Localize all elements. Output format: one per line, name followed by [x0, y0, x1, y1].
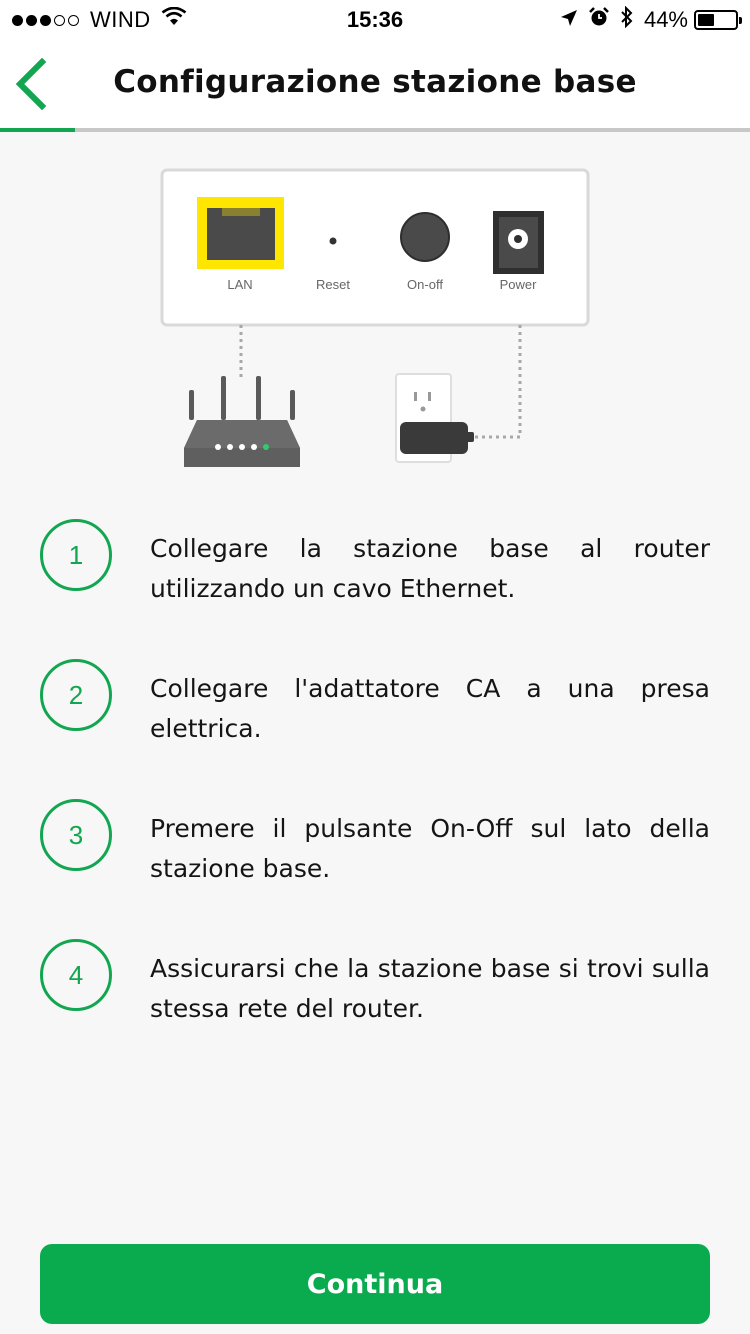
navigation-bar: [0, 40, 750, 128]
step-item: [0, 515, 750, 615]
lan-port-icon: [197, 197, 284, 269]
continue-button[interactable]: Continua: [40, 1244, 710, 1324]
battery-icon: [694, 10, 738, 30]
page-title: Configurazione stazione base: [113, 64, 637, 100]
battery-percent: 44%: [643, 7, 688, 32]
router-icon: [184, 376, 300, 467]
step-text: Collegare la stazione base al router utilizzando un cavo Ethernet.: [150, 534, 710, 603]
step-item: [0, 935, 750, 1035]
step-number-badge: 2: [40, 659, 112, 731]
status-bar: [0, 0, 750, 40]
reset-hole-icon: [330, 238, 337, 245]
setup-illustration: [0, 132, 750, 492]
power-adapter-icon: [400, 422, 474, 454]
step-item: [0, 795, 750, 895]
step-text: Assicurarsi che la stazione base si trovi sulla stessa rete del router.: [150, 954, 710, 1023]
step-item: [0, 655, 750, 755]
battery-level: [698, 14, 714, 26]
bluetooth-icon: [610, 6, 634, 34]
carrier-name: WIND: [90, 7, 151, 32]
onoff-label: On-off: [407, 277, 443, 292]
status-right-group: [550, 6, 738, 34]
power-jack-icon: [493, 211, 544, 274]
location-icon: [550, 7, 578, 33]
lan-label: LAN: [227, 277, 253, 292]
step-number-badge: 3: [40, 799, 112, 871]
power-label: Power: [499, 277, 537, 292]
step-number-badge: 4: [40, 939, 112, 1011]
reset-label: Reset: [316, 277, 350, 292]
alarm-icon: [578, 6, 610, 34]
step-text: Collegare l'adattatore CA a una presa elettrica.: [150, 674, 710, 743]
step-text: Premere il pulsante On-Off sul lato della stazione base.: [150, 814, 710, 883]
step-number-badge: 1: [40, 519, 112, 591]
onoff-button-icon: [401, 213, 449, 261]
status-time: 15:36: [346, 7, 404, 32]
